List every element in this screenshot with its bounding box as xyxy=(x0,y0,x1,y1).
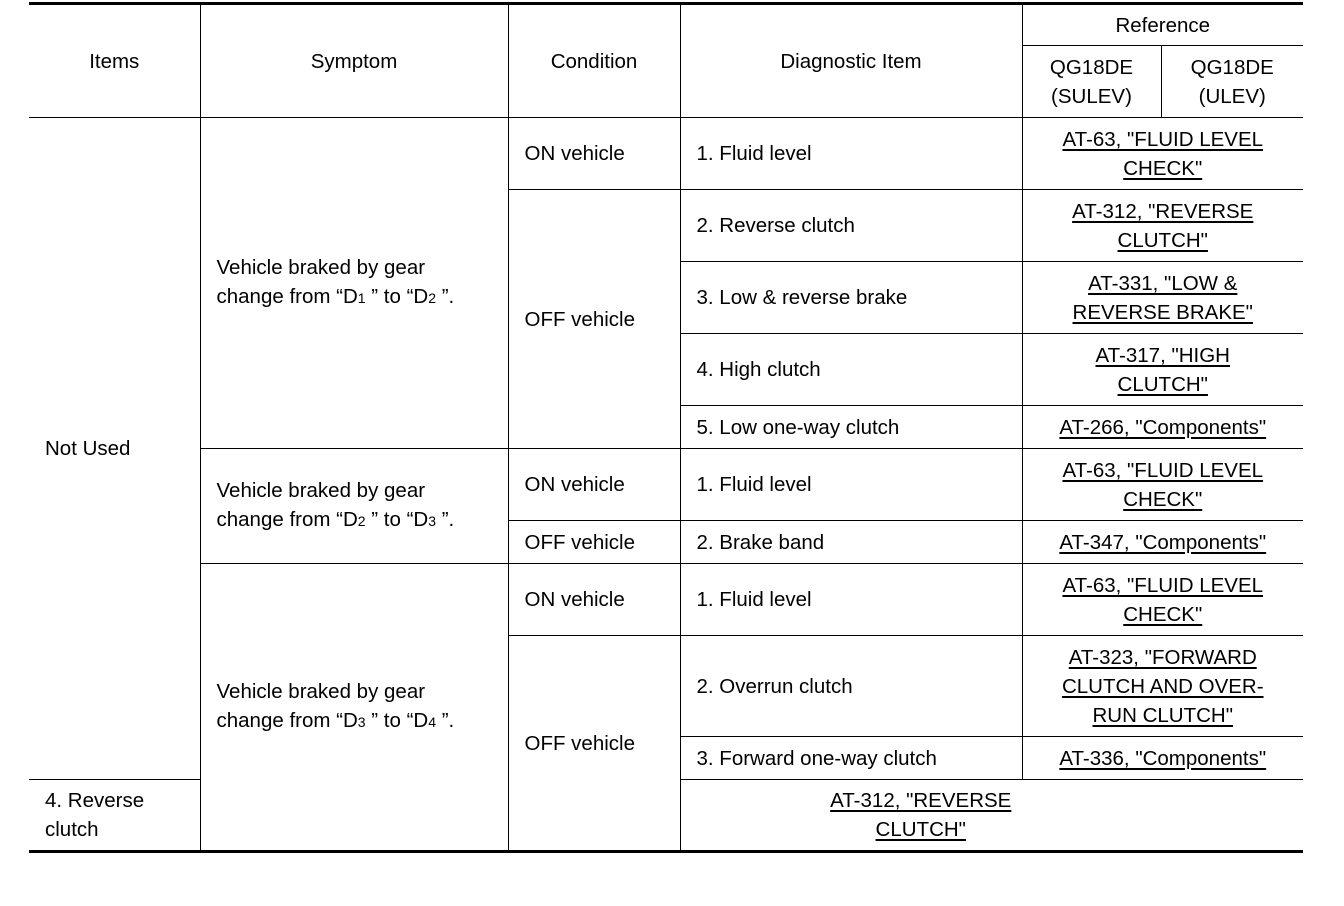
header-diagnostic-item: Diagnostic Item xyxy=(680,4,1022,118)
symptom-cell xyxy=(200,118,508,449)
reference-link[interactable]: AT-312, "REVERSE CLUTCH" xyxy=(830,789,1012,841)
reference-cell xyxy=(1022,334,1303,406)
symptom-line2: change from “D1 ” to “D2 ”. xyxy=(216,285,455,308)
diagnostic-item-cell: 4. High clutch xyxy=(680,334,1022,406)
reference-link[interactable]: AT-266, "Components" xyxy=(1059,415,1267,439)
header-items: Items xyxy=(29,4,200,118)
header-symptom: Symptom xyxy=(200,4,508,118)
condition-cell: OFF vehicle xyxy=(508,190,680,449)
reference-cell xyxy=(1022,636,1303,737)
condition-cell: ON vehicle xyxy=(508,564,680,636)
diagnostic-item-cell: 1. Fluid level xyxy=(680,449,1022,521)
header-ref-ulev-line2: (ULEV) xyxy=(1198,84,1266,108)
reference-cell xyxy=(1022,521,1303,564)
diagnostic-item-cell: 5. Low one-way clutch xyxy=(680,406,1022,449)
reference-cell xyxy=(1022,262,1303,334)
reference-cell xyxy=(1022,118,1303,190)
reference-cell xyxy=(1022,449,1303,521)
symptom-line1: Vehicle braked by gear xyxy=(216,256,426,279)
table-row xyxy=(29,564,1303,636)
reference-link[interactable]: AT-63, "FLUID LEVEL CHECK" xyxy=(1062,573,1264,626)
items-cell: Not Used xyxy=(29,118,200,780)
symptom-line1: Vehicle braked by gear xyxy=(216,680,426,703)
header-ref-sulev-line1: QG18DE xyxy=(1049,55,1134,79)
diagnostic-item-cell: 2. Overrun clutch xyxy=(680,636,1022,737)
reference-link[interactable]: AT-63, "FLUID LEVEL CHECK" xyxy=(1062,458,1264,511)
header-reference: Reference xyxy=(1022,4,1303,46)
reference-cell xyxy=(680,780,1161,852)
symptom-line2: change from “D2 ” to “D3 ”. xyxy=(216,508,455,531)
symptom-cell xyxy=(200,449,508,564)
condition-cell: ON vehicle xyxy=(508,118,680,190)
symptom-cell xyxy=(200,564,508,852)
header-ref-sulev xyxy=(1022,46,1161,118)
header-ref-ulev xyxy=(1161,46,1303,118)
symptom-line1: Vehicle braked by gear xyxy=(216,479,426,502)
diagnostic-item-cell: 3. Forward one-way clutch xyxy=(680,737,1022,780)
diagnostic-item-cell: 1. Fluid level xyxy=(680,564,1022,636)
diagnostic-item-cell: 2. Brake band xyxy=(680,521,1022,564)
reference-link[interactable]: AT-323, "FORWARD CLUTCH AND OVER- RUN CLUTCH" xyxy=(1061,645,1264,727)
reference-cell xyxy=(1022,564,1303,636)
reference-link[interactable]: AT-63, "FLUID LEVEL CHECK" xyxy=(1062,127,1264,180)
reference-link[interactable]: AT-312, "REVERSE CLUTCH" xyxy=(1072,199,1254,252)
reference-cell xyxy=(1022,737,1303,780)
condition-cell: ON vehicle xyxy=(508,449,680,521)
condition-cell: OFF vehicle xyxy=(508,636,680,852)
reference-link[interactable]: AT-317, "HIGH CLUTCH" xyxy=(1095,343,1230,396)
diagnostic-item-cell: 2. Reverse clutch xyxy=(680,190,1022,262)
diagnostic-item-cell: 3. Low & reverse brake xyxy=(680,262,1022,334)
header-condition: Condition xyxy=(508,4,680,118)
diagnostic-item-cell: 1. Fluid level xyxy=(680,118,1022,190)
reference-cell xyxy=(1022,406,1303,449)
reference-cell xyxy=(1022,190,1303,262)
header-ref-sulev-line2: (SULEV) xyxy=(1051,84,1132,108)
header-ref-ulev-line1: QG18DE xyxy=(1190,55,1274,79)
table-row xyxy=(29,449,1303,521)
symptom-line2: change from “D3 ” to “D4 ”. xyxy=(216,709,455,732)
reference-link[interactable]: AT-331, "LOW & REVERSE BRAKE" xyxy=(1072,271,1253,324)
diagnostic-item-cell: 4. Reverse clutch xyxy=(29,780,200,852)
table-row xyxy=(29,118,1303,190)
diagnostic-table xyxy=(29,2,1303,853)
reference-link[interactable]: AT-336, "Components" xyxy=(1059,746,1267,770)
condition-cell: OFF vehicle xyxy=(508,521,680,564)
reference-link[interactable]: AT-347, "Components" xyxy=(1059,530,1267,554)
